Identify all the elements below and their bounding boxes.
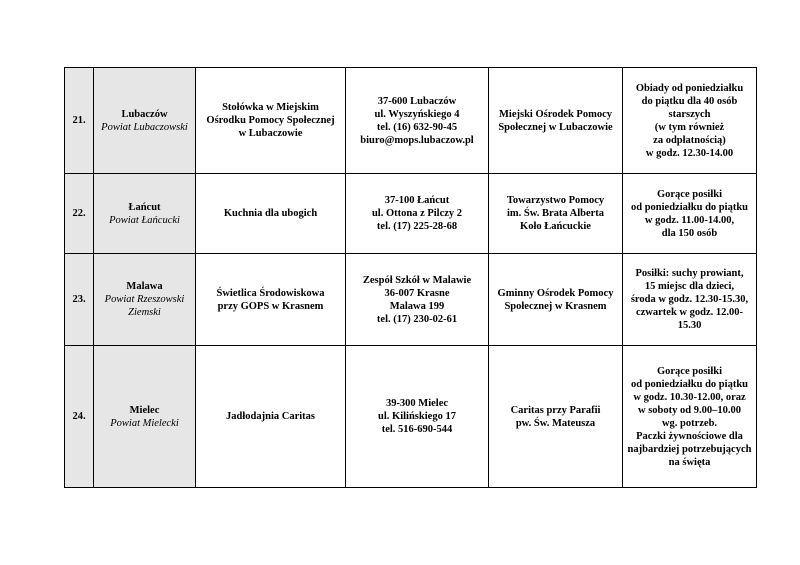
info-line: Gorące posiłki [656, 365, 723, 377]
facility-name-line: Stołówka w Miejskim [222, 102, 319, 113]
address-line: biuro@mops.lubaczow.pl [360, 134, 474, 146]
row-number: 23. [72, 294, 86, 305]
organizer-cell [489, 174, 623, 254]
address-cell [346, 174, 489, 254]
facility-name-line: przy GOPS w Krasnem [217, 300, 324, 312]
info-line: na święta [668, 456, 711, 468]
organizer-line: Społecznej w Krasnem [504, 300, 607, 312]
address-line: ul. Kilińskiego 17 [378, 411, 456, 422]
info-line: dla 150 osób [661, 227, 718, 239]
address-line: 37-600 Lubaczów [377, 95, 457, 107]
table-row [65, 174, 757, 254]
town-name: Łańcut [128, 201, 161, 213]
row-number: 22. [72, 208, 86, 219]
location-cell [94, 174, 196, 254]
table-row [65, 346, 757, 488]
row-number-cell [65, 254, 94, 346]
location-cell [94, 346, 196, 488]
info-cell [623, 346, 757, 488]
address-line: tel. (16) 632-90-45 [376, 121, 458, 133]
info-line: starszych [668, 108, 711, 120]
info-line: najbardziej potrzebujących [627, 443, 752, 455]
info-line: w godz. 12.30-14.00 [645, 147, 734, 159]
organizer-line: Społecznej w Lubaczowie [498, 121, 613, 133]
address-line: tel. 516-690-544 [381, 424, 453, 435]
facility-name-cell [196, 346, 346, 488]
address-cell [346, 346, 489, 488]
row-number-cell [65, 346, 94, 488]
facility-name-cell [196, 174, 346, 254]
info-cell [623, 174, 757, 254]
info-line: Posiłki: suchy prowiant, [635, 268, 744, 279]
info-line: 15.30 [677, 320, 702, 331]
organizer-line: Miejski Ośrodek Pomocy [499, 108, 612, 120]
address-line: tel. (17) 225-28-68 [376, 221, 458, 232]
facilities-table [64, 67, 757, 488]
location-cell [94, 68, 196, 174]
organizer-line: pw. Św. Mateusza [515, 417, 596, 429]
info-line: wg. potrzeb. [661, 417, 718, 429]
info-line: środa w godz. 12.30-15.30, [630, 294, 749, 305]
info-line: czwartek w godz. 12.00- [635, 307, 743, 318]
table-row [65, 254, 757, 346]
town-name: Malawa [126, 281, 163, 292]
info-line: w godz. 10.30-12.00, oraz [633, 391, 746, 403]
info-line: od poniedziałku do piątku [630, 201, 748, 213]
county-name: Powiat Rzeszowski Ziemski [104, 294, 185, 318]
info-line: Gorące posiłki [656, 188, 723, 200]
info-line: (w tym również [654, 121, 725, 133]
info-line: w godz. 11.00-14.00, [644, 214, 735, 226]
info-line: do piątku dla 40 osób [641, 95, 738, 107]
county-name: Powiat Mielecki [110, 417, 179, 429]
facility-name-line: Jadłodajnia Caritas [226, 411, 315, 422]
facility-name-line: Kuchnia dla ubogich [223, 208, 318, 219]
facility-name-line: w Lubaczowie [238, 128, 303, 139]
town-name: Mielec [129, 404, 160, 416]
address-line: tel. (17) 230-02-61 [376, 313, 458, 325]
info-cell [623, 254, 757, 346]
organizer-line: Gminny Ośrodek Pomocy [497, 287, 614, 299]
row-number: 24. [72, 411, 86, 422]
county-name: Powiat Łańcucki [109, 214, 180, 226]
row-number-cell [65, 174, 94, 254]
address-line: Malawa 199 [389, 300, 445, 312]
organizer-cell [489, 346, 623, 488]
address-line: 37-100 Łańcut [384, 195, 450, 206]
address-cell [346, 68, 489, 174]
organizer-line: Towarzystwo Pomocy [506, 195, 605, 206]
facility-name-line: Ośrodku Pomocy Społecznej [206, 115, 335, 126]
facility-name-cell [196, 254, 346, 346]
organizer-line: im. Św. Brata Alberta [506, 208, 605, 219]
address-line: 39-300 Mielec [385, 398, 449, 409]
table-row [65, 68, 757, 174]
facility-name-cell [196, 68, 346, 174]
row-number: 21. [72, 115, 86, 126]
info-line: od poniedziałku do piątku [630, 378, 748, 390]
address-line: 36-007 Krasne [384, 287, 450, 299]
organizer-line: Caritas przy Parafii [510, 404, 601, 416]
info-line: Obiady od poniedziałku [635, 82, 744, 94]
address-line: Zespół Szkół w Malawie [362, 274, 472, 286]
town-name: Lubaczów [121, 108, 168, 120]
organizer-line: Koło Łańcuckie [520, 221, 591, 232]
info-line: za odpłatnością) [653, 134, 726, 146]
info-line: 15 miejsc dla dzieci, [644, 281, 735, 292]
info-line: Paczki żywnościowe dla [636, 430, 743, 442]
facility-name-line: Świetlica Środowiskowa [216, 287, 325, 299]
info-cell [623, 68, 757, 174]
location-cell [94, 254, 196, 346]
row-number-cell [65, 68, 94, 174]
organizer-cell [489, 68, 623, 174]
county-name: Powiat Lubaczowski [101, 121, 188, 133]
info-line: w soboty od 9.00–10.00 [638, 404, 741, 416]
address-line: ul. Ottona z Pilczy 2 [371, 208, 463, 219]
organizer-cell [489, 254, 623, 346]
address-line: ul. Wyszyńskiego 4 [374, 108, 460, 120]
address-cell [346, 254, 489, 346]
